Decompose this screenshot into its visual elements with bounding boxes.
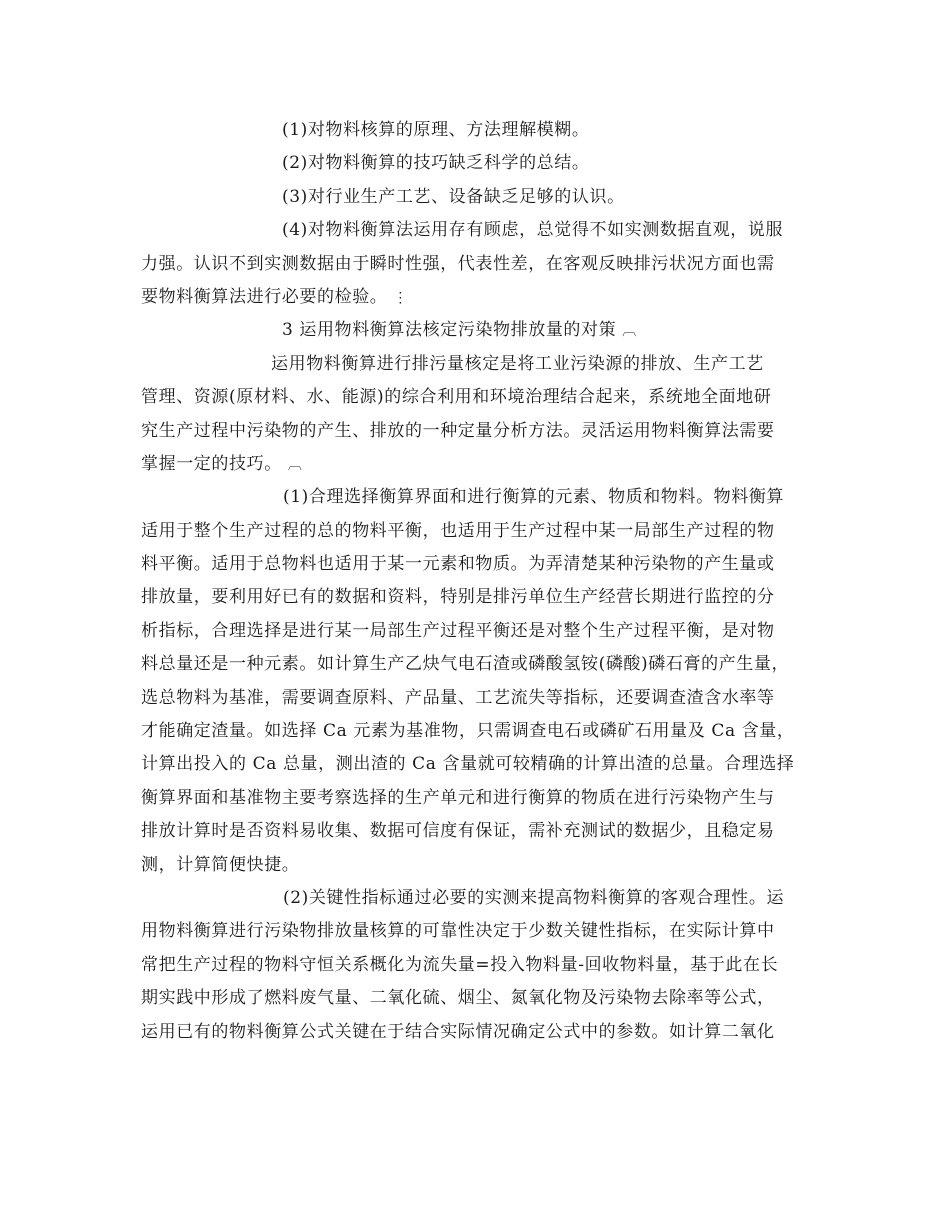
paragraph-line-end bbox=[141, 448, 813, 481]
list-item-4: (4)对物料衡算法运用存有顾虑，总觉得不如实测数据直观，说服 bbox=[282, 220, 784, 241]
paragraph-line: 究生产过程中污染物的产生、排放的一种定量分析方法。灵活运用物料衡算法需要 bbox=[141, 420, 775, 441]
paragraph-line: 常把生产过程的物料守恒关系概化为流失量=投入物料量-回收物料量，基于此在长 bbox=[141, 954, 779, 975]
list-item-2: (2)对物料衡算的技巧缺乏科学的总结。 bbox=[282, 153, 590, 174]
paragraph-line: 料总量还是一种元素。如计算生产乙炔气电石渣或磷酸氢铵(磷酸)磷石膏的产生量， bbox=[141, 654, 790, 675]
paragraph-line: 料平衡。适用于总物料也适用于某一元素和物质。为弄清楚某种污染物的产生量或 bbox=[141, 554, 775, 575]
paragraph-line: (2)关键性指标通过必要的实测来提高物料衡算的客观合理性。运 bbox=[283, 887, 785, 908]
document-page bbox=[141, 114, 813, 1049]
paragraph-line: 选总物料为基准，需要调查原料、产品量、工艺流失等指标，还要调查渣含水率等 bbox=[141, 687, 775, 708]
paragraph-line: 期实践中形成了燃料废气量、二氧化硫、烟尘、氮氧化物及污染物去除率等公式， bbox=[141, 988, 775, 1009]
section-heading-text: 3 运用物料衡算法核定污染物排放量的对策 bbox=[282, 320, 617, 341]
paragraph-line: 衡算界面和基准物主要考察选择的生产单元和进行衡算的物质在进行污染物产生与 bbox=[141, 787, 775, 808]
vertical-ellipsis-mark: ⋮ bbox=[393, 289, 409, 306]
bracket-mark: ︹ bbox=[622, 323, 637, 340]
paragraph-line: 管理、资源(原材料、水、能源)的综合利用和环境治理结合起来，系统地全面地研 bbox=[141, 387, 772, 408]
list-item-1: (1)对物料核算的原理、方法理解模糊。 bbox=[282, 120, 590, 140]
paragraph-line: 运用物料衡算进行排污量核定是将工业污染源的排放、生产工艺 bbox=[271, 353, 764, 374]
list-item-3: (3)对行业生产工艺、设备缺乏足够的认识。 bbox=[282, 186, 625, 207]
paragraph-line-end bbox=[141, 281, 813, 314]
paragraph-line: 用物料衡算进行污染物排放量核算的可靠性决定于少数关键性指标，在实际计算中 bbox=[141, 921, 775, 942]
paragraph-line: 排放量，要利用好已有的数据和资料，特别是排污单位生产经营长期进行监控的分 bbox=[141, 587, 775, 608]
paragraph-line: 析指标，合理选择是进行某一局部生产过程平衡还是对整个生产过程平衡，是对物 bbox=[141, 620, 775, 641]
paragraph-line: 才能确定渣量。如选择 Ca 元素为基准物，只需调查电石或磷矿石用量及 Ca 含量， bbox=[141, 721, 795, 742]
paragraph-line: 适用于整个生产过程的总的物料平衡，也适用于生产过程中某一局部生产过程的物 bbox=[141, 520, 775, 541]
paragraph-text: 掌握一定的技巧。 bbox=[141, 453, 282, 474]
bracket-mark: ︹ bbox=[287, 456, 303, 473]
paragraph-line: 运用已有的物料衡算公式关键在于结合实际情况确定公式中的参数。如计算二氧化 bbox=[141, 1021, 775, 1042]
paragraph-line: 力强。认识不到实测数据由于瞬时性强，代表性差，在客观反映排污状况方面也需 bbox=[141, 253, 775, 274]
paragraph-text: 要物料衡算法进行必要的检验。 bbox=[141, 286, 388, 307]
paragraph-line: 排放计算时是否资料易收集、数据可信度有保证，需补充测试的数据少，且稳定易 bbox=[141, 821, 775, 842]
paragraph-line: 测，计算简便快捷。 bbox=[141, 854, 300, 875]
paragraph-line: (1)合理选择衡算界面和进行衡算的元素、物质和物料。物料衡算 bbox=[283, 487, 785, 508]
section-heading bbox=[141, 314, 813, 347]
paragraph-line: 计算出投入的 Ca 总量，测出渣的 Ca 含量就可较精确的计算出渣的总量。合理选择 bbox=[141, 754, 795, 775]
